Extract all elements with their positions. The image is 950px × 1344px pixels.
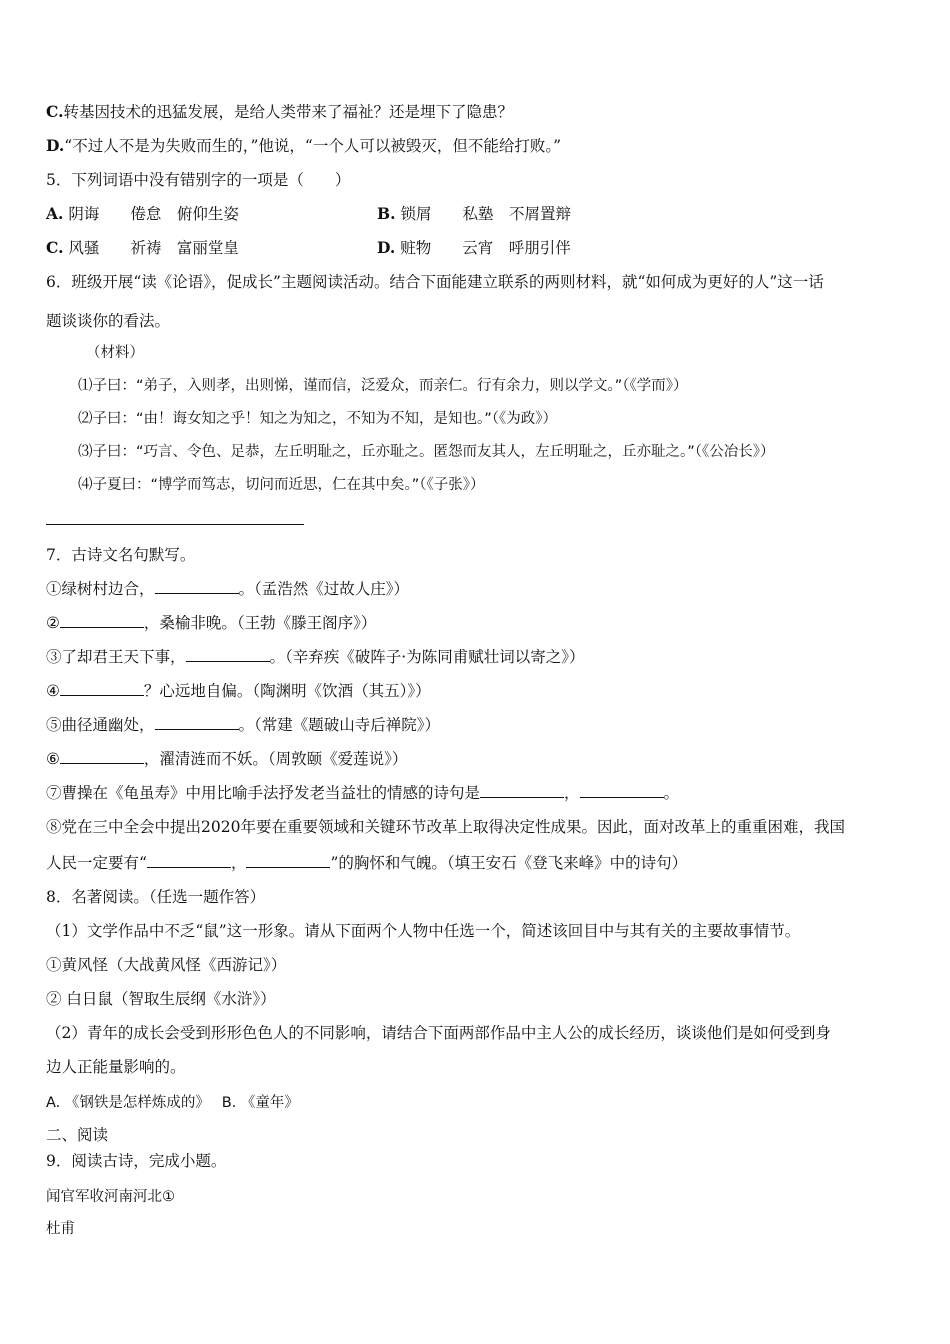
q7-line-4-post: ？心远地自偏。（陶渊明《饮酒（其五）》） bbox=[143, 682, 431, 700]
q7-line-3-post: 。（辛弃疾《破阵子·为陈同甫赋壮词以寄之》） bbox=[269, 648, 585, 666]
q5-option-c-text: 风骚 祈祷 富丽堂皇 bbox=[68, 239, 239, 257]
fill-blank[interactable] bbox=[60, 613, 144, 628]
q7-line-5-pre: ⑤曲径通幽处， bbox=[46, 716, 155, 734]
q4-option-c-text: 转基因技术的迅猛发展，是给人类带来了福祉？还是埋下了隐患？ bbox=[63, 103, 513, 121]
answer-line bbox=[46, 524, 304, 525]
q6-stem-line1: 6．班级开展“读《论语》，促成长”主题阅读活动。结合下面能建立联系的两则材料，就“如何成为更好的人”这一话 bbox=[46, 273, 824, 291]
q5-option-c bbox=[46, 238, 239, 258]
q8-stem: 8．名著阅读。（任选一题作答） bbox=[46, 888, 266, 906]
fill-blank[interactable] bbox=[60, 681, 144, 696]
q7-line-1-post: 。（孟浩然《过故人庄》） bbox=[238, 580, 410, 598]
fill-blank[interactable] bbox=[246, 853, 330, 868]
q7-line-6-post: ，濯清涟而不妖。（周敦颐《爱莲说》） bbox=[143, 750, 408, 768]
q8-part1-option-a: ①黄风怪（大战黄风怪《西游记》） bbox=[46, 956, 287, 974]
q7-line-7-post: 。 bbox=[663, 784, 680, 802]
q6-material-item: ⑶子曰：“巧言、令色、足恭，左丘明耻之，丘亦耻之。匿怨而友其人，左丘明耻之，丘亦耻之。”（《公冶长》） bbox=[78, 444, 775, 460]
q7-line-7-mid: ， bbox=[564, 784, 580, 802]
q7-line-1-pre: ①绿树村边合， bbox=[46, 580, 155, 598]
q7-line-2-pre: ② bbox=[46, 614, 60, 632]
q7-line-6-pre: ⑥ bbox=[46, 750, 60, 768]
q4-option-d bbox=[46, 136, 910, 156]
q7-line-3 bbox=[46, 647, 910, 667]
q7-line-8: ⑧党在三中全会中提出2020年要在重要领域和关键环节改革上取得决定性成果。因此，面对改革上的重重困难，我国 bbox=[46, 818, 845, 836]
q6-material-item: ⑵子曰：“由！诲女知之乎！知之为知之，不知为不知，是知也。”（《为政》） bbox=[78, 411, 558, 427]
q7-line-8-pre: 人民一定要有“ bbox=[46, 854, 147, 872]
q8-part2-line1: （2）青年的成长会受到形形色色人的不同影响，请结合下面两部作品中主人公的成长经历，谈谈他们是如何受到身 bbox=[46, 1024, 831, 1042]
fill-blank[interactable] bbox=[186, 647, 270, 662]
q5-option-a bbox=[46, 204, 239, 224]
q7-line-7 bbox=[46, 783, 910, 803]
q8-part2-choices: A. 《钢铁是怎样炼成的》 B. 《童年》 bbox=[46, 1095, 299, 1111]
q5-option-a-label: A. bbox=[46, 204, 64, 223]
q5-option-a-text: 阴诲 倦怠 俯仰生姿 bbox=[68, 205, 239, 223]
fill-blank[interactable] bbox=[147, 853, 231, 868]
q7-line-8-cont bbox=[46, 853, 910, 873]
q5-option-b-label: B. bbox=[377, 204, 396, 223]
q7-line-8-post: ”的胸怀和气魄。（填王安石《登飞来峰》中的诗句） bbox=[330, 854, 688, 872]
poem-title: 闻官军收河南河北① bbox=[46, 1189, 175, 1205]
q7-line-8-mid: ， bbox=[230, 854, 247, 872]
q4-option-c-label: C. bbox=[46, 102, 64, 121]
q7-line-4-pre: ④ bbox=[46, 682, 60, 700]
fill-blank[interactable] bbox=[155, 579, 239, 594]
q5-option-d-label: D. bbox=[377, 238, 396, 257]
fill-blank[interactable] bbox=[480, 783, 564, 798]
q8-part1: （1）文学作品中不乏“鼠”这一形象。请从下面两个人物中任选一个，简述该回目中与其有关的主要故事情节。 bbox=[46, 922, 801, 940]
q5-option-c-label: C. bbox=[46, 238, 64, 257]
q6-material-item: ⑴子曰：“弟子，入则孝，出则悌，谨而信，泛爱众，而亲仁。行有余力，则以学文。”（《学而》） bbox=[78, 378, 688, 394]
q7-line-4 bbox=[46, 681, 910, 701]
fill-blank[interactable] bbox=[155, 715, 239, 730]
q4-option-c bbox=[46, 102, 910, 122]
fill-blank[interactable] bbox=[580, 783, 664, 798]
q5-option-d bbox=[377, 238, 571, 258]
q7-stem: 7．古诗文名句默写。 bbox=[46, 546, 196, 564]
q7-line-2 bbox=[46, 613, 910, 633]
q5-option-b-text: 锁屑 私塾 不屑置辩 bbox=[400, 205, 571, 223]
q5-option-b bbox=[377, 204, 571, 224]
q5-option-d-text: 赃物 云宵 呼朋引伴 bbox=[400, 239, 571, 257]
q7-line-3-pre: ③了却君王天下事， bbox=[46, 648, 186, 666]
q7-line-7-pre: ⑦曹操在《龟虽寿》中用比喻手法抒发老当益壮的情感的诗句是 bbox=[46, 784, 481, 802]
q6-material-item: ⑷子夏曰：“博学而笃志，切问而近思，仁在其中矣。”（《子张》） bbox=[78, 477, 485, 493]
q8-part2-line2: 边人正能量影响的。 bbox=[46, 1058, 186, 1076]
q7-line-5 bbox=[46, 715, 910, 735]
poem-author: 杜甫 bbox=[46, 1221, 75, 1237]
q7-line-6 bbox=[46, 749, 910, 769]
q5-stem: 5．下列词语中没有错别字的一项是（ ） bbox=[46, 171, 351, 189]
section-title: 二、阅读 bbox=[46, 1126, 109, 1144]
q4-option-d-label: D. bbox=[46, 136, 65, 155]
q6-material-label: （材料） bbox=[86, 345, 144, 361]
q7-line-5-post: 。（常建《题破山寺后禅院》） bbox=[238, 716, 441, 734]
fill-blank[interactable] bbox=[60, 749, 144, 764]
q4-option-d-text: “不过人不是为失败而生的，”他说，“一个人可以被毁灭，但不能给打败。” bbox=[64, 137, 561, 155]
q8-part1-option-b: ② 白日鼠（智取生辰纲《水浒》） bbox=[46, 990, 276, 1008]
q9-stem: 9．阅读古诗，完成小题。 bbox=[46, 1152, 227, 1170]
q7-line-2-post: ，桑榆非晚。（王勃《滕王阁序》） bbox=[143, 614, 377, 632]
q6-stem-line2: 题谈谈你的看法。 bbox=[46, 312, 171, 330]
q7-line-1 bbox=[46, 579, 910, 599]
